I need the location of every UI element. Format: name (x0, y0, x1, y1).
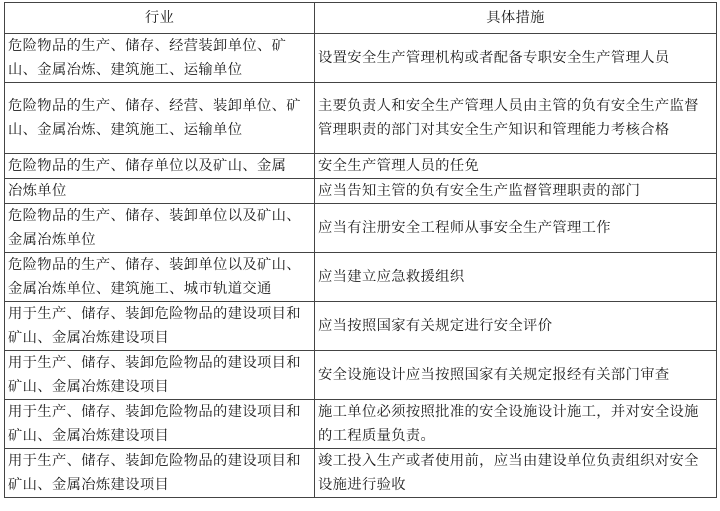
industry-cell: 用于生产、储存、装卸危险物品的建设项目和矿山、金属冶炼建设项目 (5, 351, 315, 400)
measure-cell: 应当按照国家有关规定进行安全评价 (315, 302, 717, 351)
header-industry: 行业 (5, 3, 315, 34)
industry-cell: 危险物品的生产、储存、经营、装卸单位、矿山、金属冶炼、建筑施工、运输单位 (5, 83, 315, 154)
table-row (5, 34, 717, 83)
industry-cell: 危险物品的生产、储存单位以及矿山、金属 (5, 154, 315, 179)
industry-cell: 危险物品的生产、储存、装卸单位以及矿山、金属冶炼单位、建筑施工、城市轨道交通 (5, 253, 315, 302)
measures-table (4, 2, 717, 498)
table-row (5, 449, 717, 498)
measure-cell: 竣工投入生产或者使用前，应当由建设单位负责组织对安全设施进行验收 (315, 449, 717, 498)
table-row (5, 400, 717, 449)
industry-cell: 危险物品的生产、储存、装卸单位以及矿山、金属冶炼单位 (5, 204, 315, 253)
measure-cell: 设置安全生产管理机构或者配备专职安全生产管理人员 (315, 34, 717, 83)
measure-cell: 安全生产管理人员的任免 (315, 154, 717, 179)
industry-cell: 危险物品的生产、储存、经营装卸单位、矿山、金属冶炼、建筑施工、运输单位 (5, 34, 315, 83)
header-measures: 具体措施 (315, 3, 717, 34)
industry-cell: 用于生产、储存、装卸危险物品的建设项目和矿山、金属冶炼建设项目 (5, 449, 315, 498)
industry-cell: 用于生产、储存、装卸危险物品的建设项目和矿山、金属冶炼建设项目 (5, 302, 315, 351)
table-row (5, 204, 717, 253)
measure-cell: 主要负责人和安全生产管理人员由主管的负有安全生产监督管理职责的部门对其安全生产知识和管理能力考核合格 (315, 83, 717, 154)
measure-cell: 应当告知主管的负有安全生产监督管理职责的部门 (315, 179, 717, 204)
measure-cell: 安全设施设计应当按照国家有关规定报经有关部门审查 (315, 351, 717, 400)
measure-cell: 应当有注册安全工程师从事安全生产管理工作 (315, 204, 717, 253)
table-row (5, 83, 717, 154)
measure-cell: 施工单位必须按照批准的安全设施设计施工，并对安全设施的工程质量负责。 (315, 400, 717, 449)
table-row (5, 154, 717, 179)
header-row (5, 3, 717, 34)
table-row (5, 179, 717, 204)
table-row (5, 302, 717, 351)
table-row (5, 253, 717, 302)
measure-cell: 应当建立应急救援组织 (315, 253, 717, 302)
industry-cell: 冶炼单位 (5, 179, 315, 204)
table-row (5, 351, 717, 400)
industry-cell: 用于生产、储存、装卸危险物品的建设项目和矿山、金属冶炼建设项目 (5, 400, 315, 449)
